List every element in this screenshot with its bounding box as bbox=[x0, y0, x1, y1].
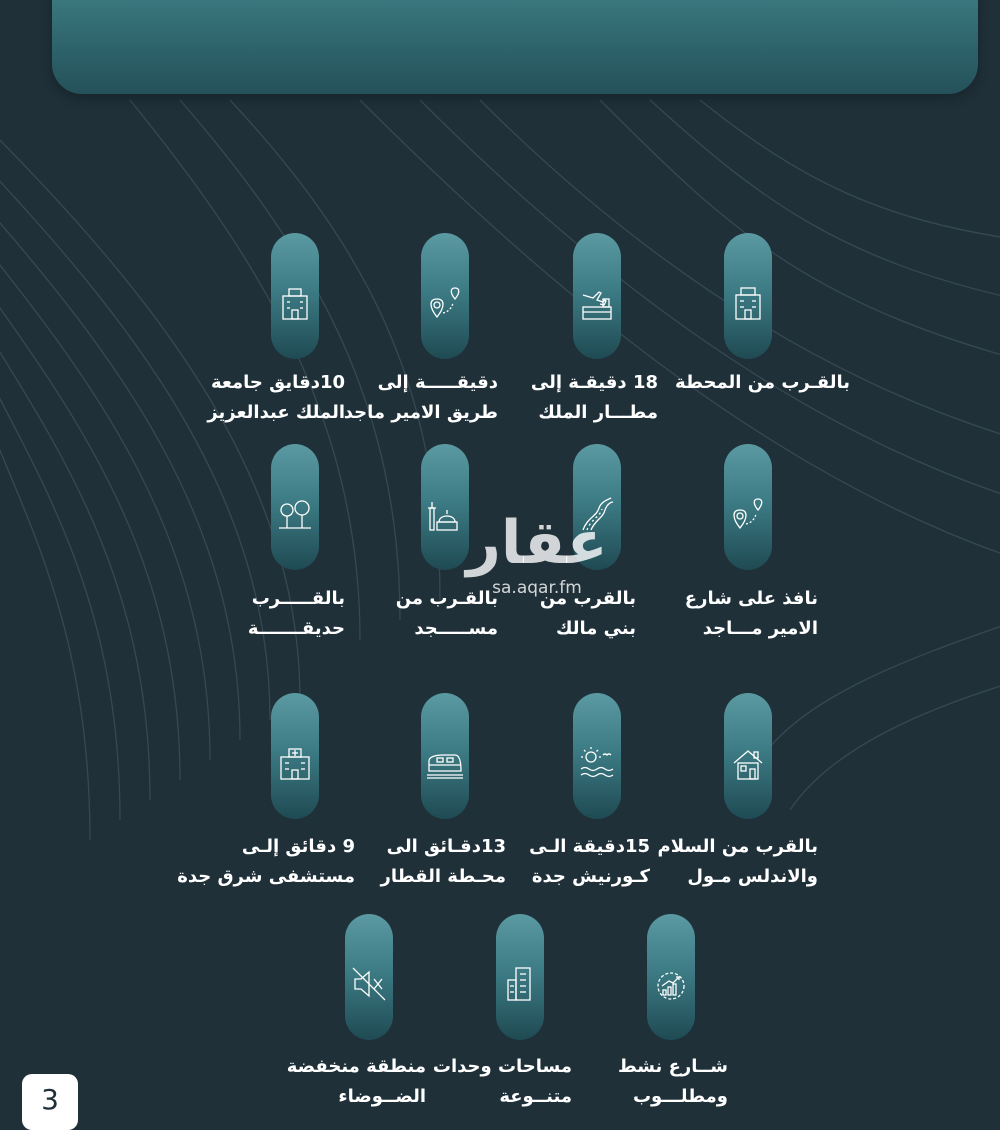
feature-icon-pill bbox=[421, 233, 469, 359]
feature-label: بالقـــــرب حديقـــــــة bbox=[247, 588, 345, 639]
feature-label: مساحات وحدات متنــوعة bbox=[432, 1056, 572, 1107]
university-building-icon bbox=[275, 283, 315, 323]
feature-icon-pill bbox=[271, 233, 319, 359]
feature-label: 18 دقيقـة إلى مطـــار الملك bbox=[530, 372, 658, 423]
feature-label: شــارع نشط ومطلـــوب bbox=[617, 1056, 728, 1107]
feature-label: 15دقيقة الـى كـورنيش جدة bbox=[529, 836, 650, 887]
feature-label: بالقرب من السلام والاندلس مـول bbox=[657, 836, 818, 887]
trees-icon bbox=[275, 494, 315, 534]
watermark-url: sa.aqar.fm bbox=[492, 578, 582, 598]
growth-chart-icon bbox=[651, 964, 691, 1004]
watermark bbox=[462, 508, 612, 598]
route-pin-icon bbox=[425, 283, 465, 323]
feature-icon-pill bbox=[724, 233, 772, 359]
mosque-icon bbox=[425, 494, 465, 534]
header-banner bbox=[52, 0, 978, 94]
watermark-logo-text: عقار bbox=[466, 508, 608, 578]
hospital-icon bbox=[275, 743, 315, 783]
feature-icon-pill bbox=[271, 444, 319, 570]
feature-label: بالقـرب من المحطة bbox=[675, 372, 850, 393]
feature-label: 9 دقائق إلـى مستشفى شرق جدة bbox=[177, 836, 355, 887]
feature-label: منطقة منخفضة الضــوضاء bbox=[286, 1056, 426, 1107]
station-building-icon bbox=[728, 283, 768, 323]
feature-label: بالقـرب من مســـــجد bbox=[395, 588, 498, 639]
feature-label: 10دقايق جامعة الملك عبدالعزيز bbox=[207, 372, 345, 423]
feature-label: دقيقـــــة إلى طريق الامير ماجد bbox=[343, 372, 498, 423]
house-icon bbox=[728, 743, 768, 783]
feature-icon-pill bbox=[271, 693, 319, 819]
airport-icon bbox=[577, 283, 617, 323]
feature-icon-pill bbox=[573, 233, 621, 359]
feature-label: نافذ على شارع الامير مـــاجد bbox=[684, 588, 818, 639]
feature-label: بالقرب من بني مالك bbox=[539, 588, 636, 639]
feature-icon-pill bbox=[573, 693, 621, 819]
mute-speaker-icon bbox=[349, 964, 389, 1004]
feature-icon-pill bbox=[647, 914, 695, 1040]
beach-sun-icon bbox=[577, 743, 617, 783]
feature-icon-pill bbox=[421, 693, 469, 819]
feature-icon-pill bbox=[345, 914, 393, 1040]
feature-icon-pill bbox=[496, 914, 544, 1040]
location-pin-icon bbox=[728, 494, 768, 534]
train-icon bbox=[425, 743, 465, 783]
page-number: 3 bbox=[22, 1074, 78, 1130]
feature-icon-pill bbox=[724, 444, 772, 570]
feature-icon-pill bbox=[724, 693, 772, 819]
buildings-icon bbox=[500, 964, 540, 1004]
feature-label: 13دقـائق الى محـطة القطار bbox=[380, 836, 506, 887]
